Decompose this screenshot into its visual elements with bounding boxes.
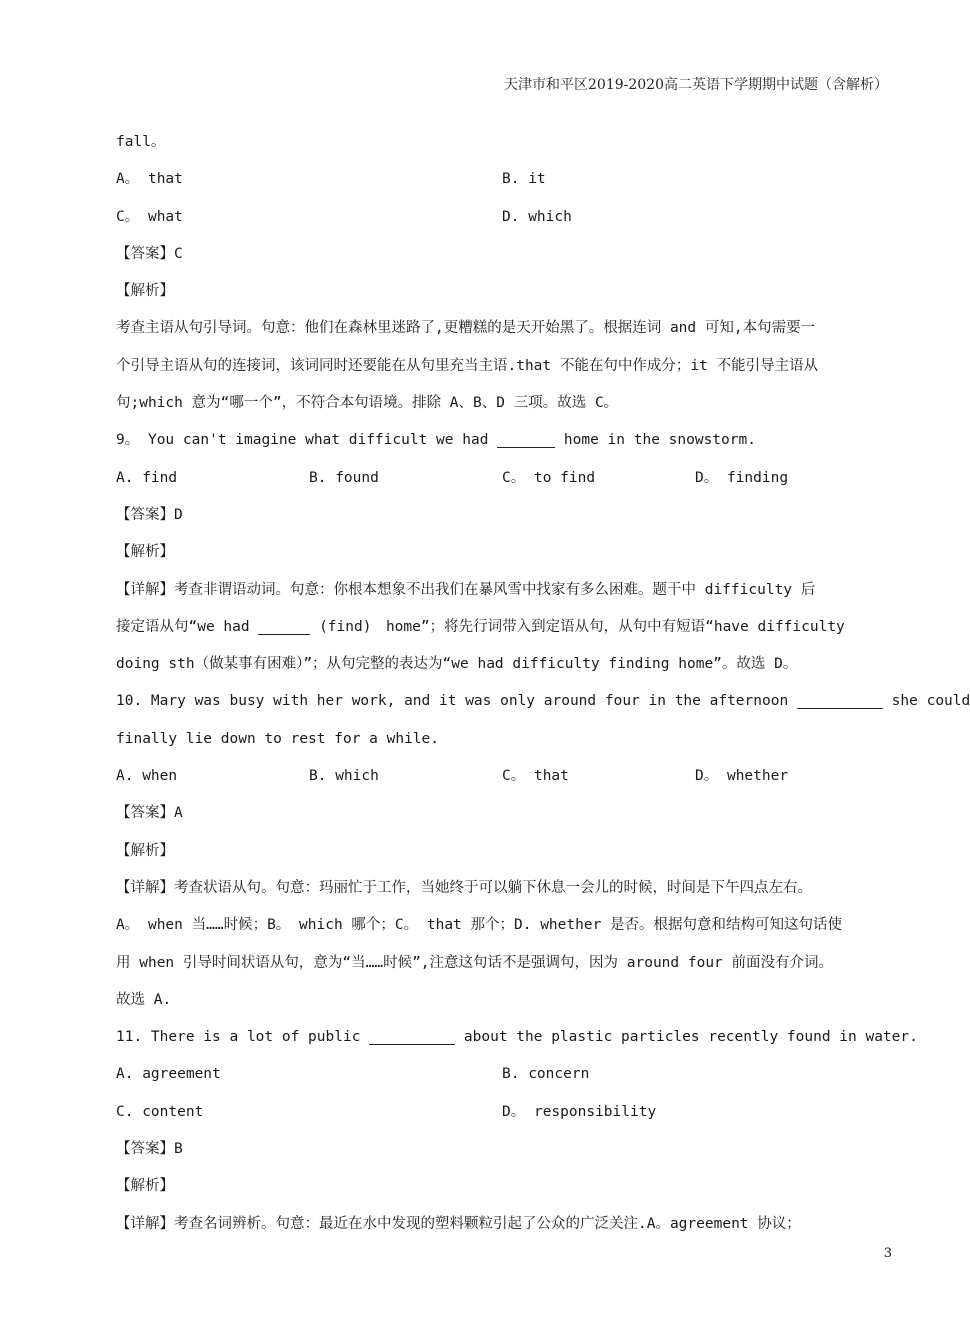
q11-option-b: B. concern [502, 1066, 590, 1083]
q10-answer: 【答案】A [116, 805, 183, 822]
q9-analysis-line: 【详解】考查非谓语动词。句意：你根本想象不出我们在暴风雪中找家有多么困难。题干中 difficulty 后 [116, 581, 816, 598]
q8-option-a: A。 that [116, 171, 183, 188]
q10-option-c: C。 that [502, 768, 569, 785]
q11-blank [369, 1026, 455, 1045]
q8-options-row-1 [116, 161, 896, 198]
q9-stem-before: 9。 You can't imagine what difficult we had [116, 432, 489, 449]
q8-options-row-2 [116, 199, 896, 236]
q11-option-d: D。 responsibility [502, 1103, 657, 1120]
q11-analysis-label: 【解析】 [116, 1178, 174, 1195]
q11-analysis-line: 【详解】考查名词辨析。句意：最近在水中发现的塑料颗粒引起了公众的广泛关注.A。agreement 协议； [116, 1215, 801, 1232]
q9-option-b: B. found [309, 469, 379, 486]
q10-analysis-line: 故选 A. [116, 991, 172, 1008]
q9-stem [116, 422, 896, 459]
q9-option-a: A. find [116, 469, 178, 486]
q9-option-c: C。 to find [502, 469, 596, 486]
q11-stem-before: 11. There is a lot of public [116, 1029, 361, 1046]
q10-option-a: A. when [116, 768, 178, 785]
q11-options-row-1 [116, 1056, 896, 1093]
q9-analysis-label: 【解析】 [116, 544, 174, 561]
q11-options-row-2 [116, 1094, 896, 1131]
q10-blank [797, 690, 883, 709]
q11-option-a: A. agreement [116, 1066, 221, 1083]
q10-stem-after: she could [891, 693, 970, 710]
q11-stem [116, 1019, 918, 1056]
q9-option-d: D。 finding [695, 469, 789, 486]
q10-options-row [116, 758, 896, 795]
q8-option-b: B. it [502, 171, 546, 188]
q9-analysis-line: doing sth（做某事有困难）”；从句完整的表达为“we had difficulty finding home”。故选 D。 [116, 656, 798, 673]
q9-options-row [116, 460, 896, 497]
q11-answer: 【答案】B [116, 1141, 183, 1158]
document-body [116, 124, 970, 1243]
q9-analysis-2-after: (find) home”；将先行词带入到定语从句，从句中有短语“have difficulty [319, 618, 845, 635]
q10-analysis-line: A。 when 当……时候；B。 which 哪个；C。 that 那个；D. whether 是否。根据句意和结构可知这句话使 [116, 917, 843, 934]
q10-analysis-line: 用 when 引导时间状语从句，意为“当……时候”,注意这句话不是强调句，因为 around four 前面没有介词。 [116, 954, 834, 971]
q9-analysis-line [116, 609, 896, 646]
q10-stem-line-2: finally lie down to rest for a while. [116, 730, 440, 747]
q8-analysis-line: 考查主语从句引导词。句意：他们在森林里迷路了,更糟糕的是天开始黑了。根据连词 and 可知,本句需要一 [116, 320, 816, 337]
q8-option-d: D. which [502, 208, 572, 225]
page-number: 3 [883, 1246, 892, 1261]
q10-option-b: B. which [309, 768, 379, 785]
q8-stem-tail: fall。 [116, 134, 166, 150]
q11-stem-after: about the plastic particles recently found in water. [463, 1029, 918, 1046]
q9-answer: 【答案】D [116, 506, 183, 523]
q10-analysis-line: 【详解】考查状语从句。句意：玛丽忙于工作，当她终于可以躺下休息一会儿的时候，时间是下午四点左右。 [116, 879, 812, 896]
q9-blank [497, 429, 555, 448]
q8-option-c: C。 what [116, 208, 183, 225]
q9-stem-after: home in the snowstorm. [563, 432, 756, 449]
q9-analysis-2-before: 接定语从句“we had [116, 618, 250, 635]
q10-analysis-label: 【解析】 [116, 842, 174, 859]
q8-analysis-label: 【解析】 [116, 283, 174, 300]
q10-stem [116, 683, 970, 720]
q10-stem-before: 10. Mary was busy with her work, and it was only around four in the afternoon [116, 693, 789, 710]
q8-analysis-line: 个引导主语从句的连接词，该词同时还要能在从句里充当主语.that 不能在句中作成分；it 不能引导主语从 [116, 357, 819, 374]
q9-analysis-blank [258, 616, 310, 635]
q11-option-c: C. content [116, 1103, 204, 1120]
q8-analysis-line: 句;which 意为“哪一个”，不符合本句语境。排除 A、B、D 三项。故选 C。 [116, 395, 619, 412]
q10-option-d: D。 whether [695, 768, 789, 785]
page-header: 天津市和平区2019-2020高二英语下学期期中试题（含解析） [504, 77, 888, 93]
q8-answer: 【答案】C [116, 245, 183, 262]
